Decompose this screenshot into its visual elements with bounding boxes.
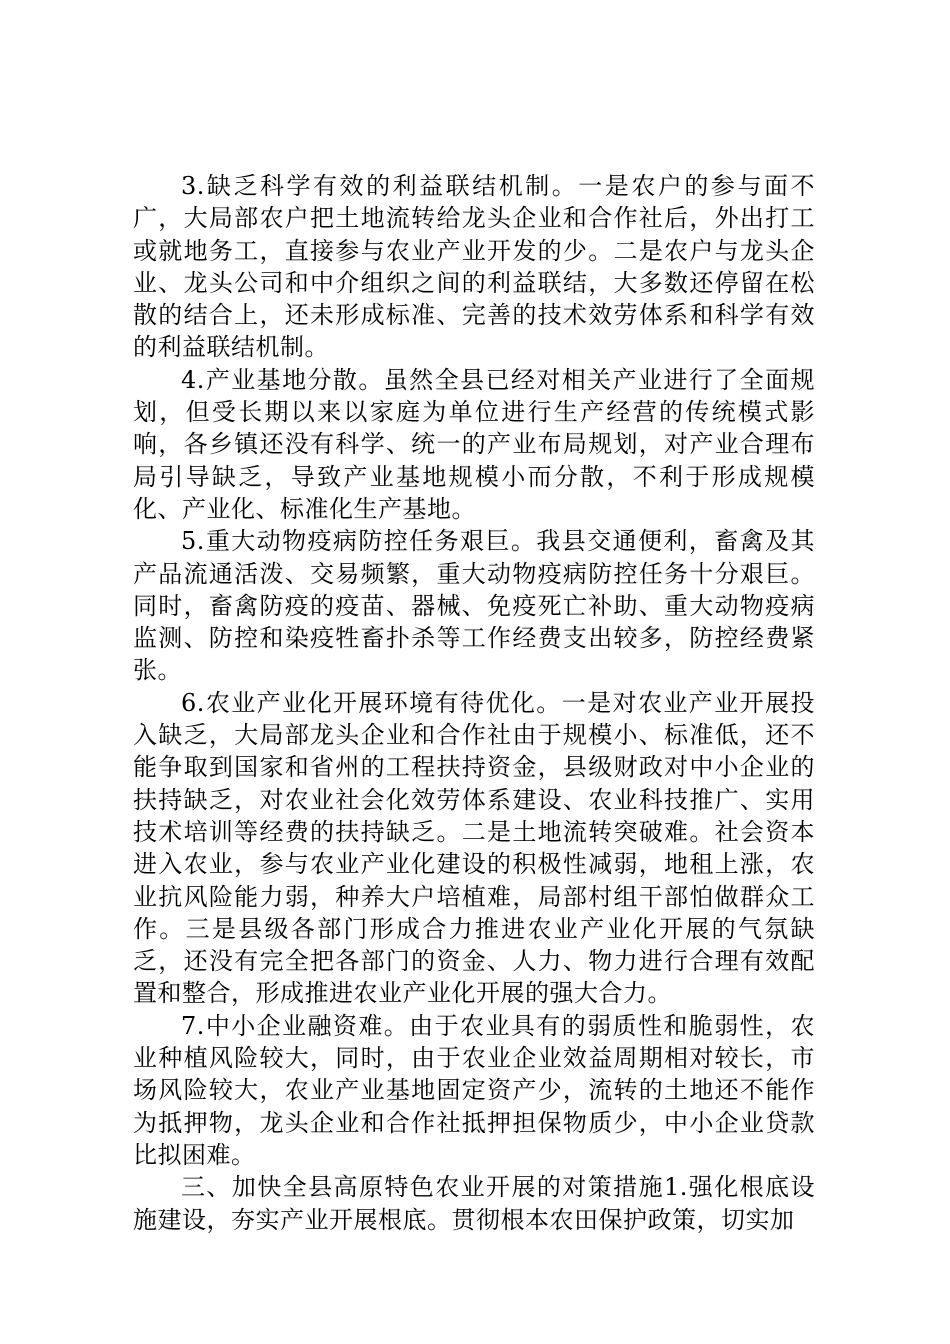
paragraph-7-sme-financing: 7.中小企业融资难。由于农业具有的弱质性和脆弱性，农业种植风险较大，同时，由于农业企业效益周期相对较长，市场风险较大，农业产业基地固定资产少，流转的土地还不能作为抵押物，龙头企业和合作社抵押担保物质少，中小企业贷款比拟困难。 [133,1011,815,1169]
paragraph-4-scattered-bases: 4.产业基地分散。虽然全县已经对相关产业进行了全面规划，但受长期以来以家庭为单位进行生产经营的传统模式影响，各乡镇还没有科学、统一的产业布局规划，对产业合理布局引导缺乏，导致产业基地规模小而分散，不利于形成规模化、产业化、标准化生产基地。 [133,365,815,523]
paragraph-3-benefit-linkage: 3.缺乏科学有效的利益联结机制。一是农户的参与面不广，大局部农户把土地流转给龙头企业和合作社后，外出打工或就地务工，直接参与农业产业开发的少。二是农户与龙头企业、龙头公司和中介组织之间的利益联结，大多数还停留在松散的结合上，还未形成标准、完善的技术效劳体系和科学有效的利益联结机制。 [133,172,815,362]
paragraph-6-development-environment: 6.农业产业化开展环境有待优化。一是对农业产业开展投入缺乏，大局部龙头企业和合作社由于规模小、标准低，还不能争取到国家和省州的工程扶持资金，县级财政对中小企业的扶持缺乏，对农业社会化效劳体系建设、农业科技推广、实用技术培训等经费的扶持缺乏。二是土地流转突破难。社会资本进入农业，参与农业产业化建设的积极性减弱，地租上涨，农业抗风险能力弱，种养大户培植难，局部村组干部怕做群众工作。三是县级各部门形成合力推进农业产业化开展的气氛缺乏，还没有完全把各部门的资金、人力、物力进行合理有效配置和整合，形成推进农业产业化开展的强大合力。 [133,688,815,1008]
paragraph-section-3-countermeasures: 三、加快全县高原特色农业开展的对策措施1.强化根底设施建设，夯实产业开展根底。贯彻根本农田保护政策，切实加 [133,1173,815,1234]
document-body [133,170,815,1236]
paragraph-5-animal-disease-control: 5.重大动物疫病防控任务艰巨。我县交通便利，畜禽及其产品流通活泼、交易频繁，重大动物疫病防控任务十分艰巨。同时，畜禽防疫的疫苗、器械、免疫死亡补助、重大动物疫病监测、防控和染疫牲畜扑杀等工作经费支出较多，防控经费紧张。 [133,527,815,685]
